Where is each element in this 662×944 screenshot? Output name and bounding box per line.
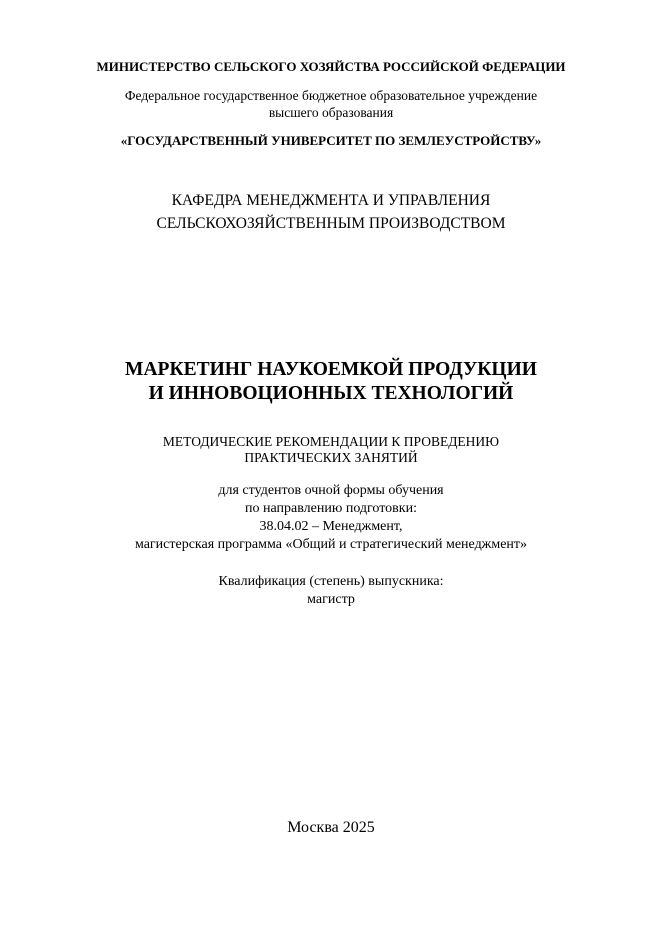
qualification-label: Квалификация (степень) выпускника:	[218, 574, 444, 589]
institution-type-line-2: высшего образования	[268, 105, 394, 120]
document-subtitle-line-1: МЕТОДИЧЕСКИЕ РЕКОМЕНДАЦИИ К ПРОВЕДЕНИЮ	[162, 434, 500, 449]
audience-line-3: 38.04.02 – Менеджмент,	[259, 519, 403, 534]
document-title-line-1: МАРКЕТИНГ НАУКОЕМКОЙ ПРОДУКЦИИ	[125, 359, 537, 380]
university-name: «ГОСУДАРСТВЕННЫЙ УНИВЕРСИТЕТ ПО ЗЕМЛЕУСТРОЙСТВУ»	[120, 133, 542, 148]
qualification-value: магистр	[307, 592, 355, 607]
department-line-1: КАФЕДРА МЕНЕДЖМЕНТА И УПРАВЛЕНИЯ	[171, 192, 491, 209]
department-line-2: СЕЛЬСКОХОЗЯЙСТВЕННЫМ ПРОИЗВОДСТВОМ	[156, 215, 506, 232]
audience-line-2: по направлению подготовки:	[245, 501, 417, 516]
document-title-line-2: И ИННОВОЦИОННЫХ ТЕХНОЛОГИЙ	[148, 383, 514, 404]
audience-line-1: для студентов очной формы обучения	[218, 483, 444, 498]
document-subtitle-line-2: ПРАКТИЧЕСКИХ ЗАНЯТИЙ	[244, 450, 418, 465]
ministry-name: МИНИСТЕРСТВО СЕЛЬСКОГО ХОЗЯЙСТВА РОССИЙСКОЙ ФЕДЕРАЦИИ	[96, 59, 566, 74]
city-year: Москва 2025	[287, 819, 375, 836]
institution-type-line-1: Федеральное государственное бюджетное образовательное учреждение	[124, 88, 538, 103]
audience-line-4: магистерская программа «Общий и стратегический менеджмент»	[134, 537, 528, 552]
